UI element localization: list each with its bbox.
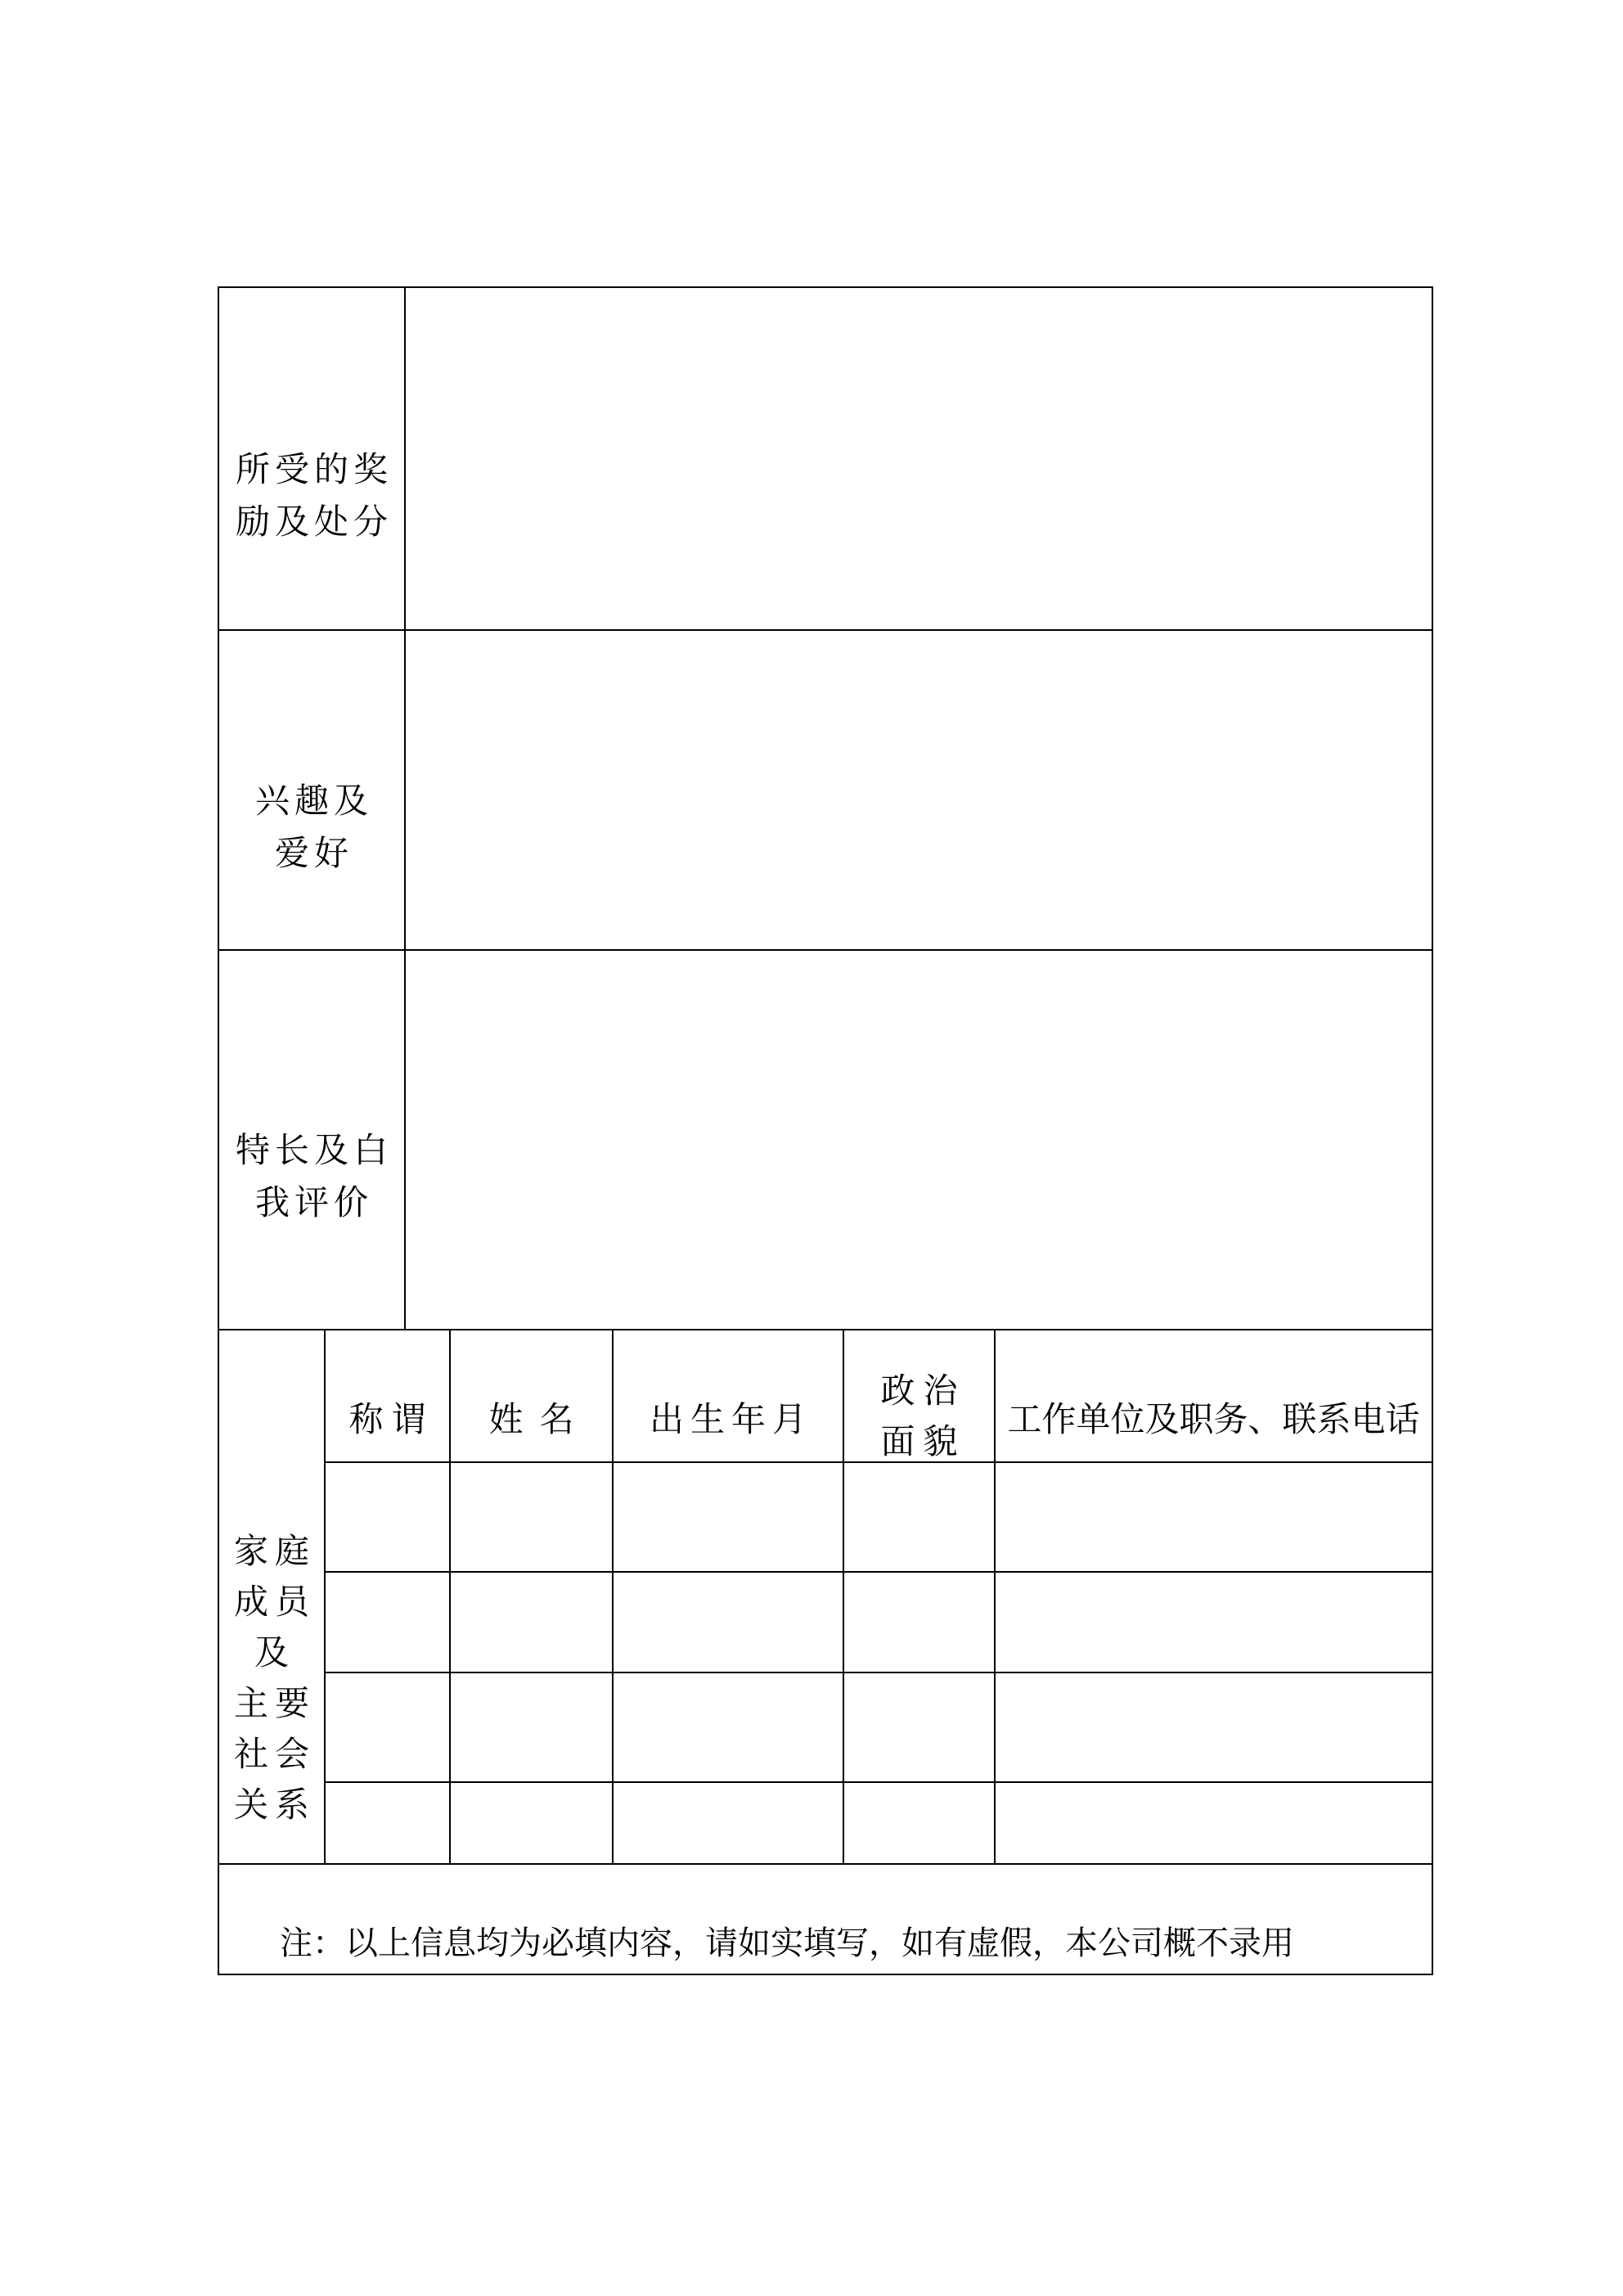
row2-name-cell [451, 1573, 614, 1672]
family-header-row [326, 1330, 1432, 1463]
row4-relation-cell [326, 1783, 451, 1863]
row4-birth-cell [614, 1783, 844, 1863]
strengths-label-line1: 特长及白 [235, 1132, 393, 1170]
family-label-line3: 及 [254, 1634, 295, 1672]
family-label-line4: 主要 [233, 1685, 316, 1723]
row1-relation-cell [326, 1463, 451, 1571]
header-relation [326, 1330, 451, 1461]
header-name-label: 姓名 [488, 1402, 591, 1439]
interests-label-line1: 兴趣及 [254, 782, 373, 821]
section-interests [219, 631, 1432, 951]
note-text: 注：以上信息均为必填内容，请如实填写，如有虚假，本公司概不录用 [280, 1925, 1294, 1961]
section-awards [219, 288, 1432, 631]
row2-relation-cell [326, 1573, 451, 1672]
note-row [219, 1865, 1432, 1974]
row4-work-cell [996, 1783, 1432, 1863]
family-table [326, 1330, 1432, 1863]
family-label-line1: 家庭 [233, 1533, 316, 1571]
family-row-1 [326, 1463, 1432, 1573]
family-row-3 [326, 1673, 1432, 1783]
row1-political-cell [844, 1463, 996, 1571]
family-row-4 [326, 1783, 1432, 1863]
row3-relation-cell [326, 1673, 451, 1781]
header-work-label: 工作单位及职务、联系电话 [1007, 1402, 1420, 1439]
awards-label-line1: 所受的奖 [235, 451, 393, 489]
row4-name-cell [451, 1783, 614, 1863]
strengths-content-cell [406, 951, 1432, 1329]
header-name [451, 1330, 614, 1461]
row3-political-cell [844, 1673, 996, 1781]
row1-birth-cell [614, 1463, 844, 1571]
application-form-table [218, 286, 1433, 1975]
header-relation-label: 称谓 [348, 1402, 434, 1439]
interests-label-line2: 爱好 [274, 835, 353, 873]
section-family [219, 1330, 1432, 1865]
section-strengths [219, 951, 1432, 1330]
row1-name-cell [451, 1463, 614, 1571]
row2-work-cell [996, 1573, 1432, 1672]
family-row-2 [326, 1573, 1432, 1673]
row2-political-cell [844, 1573, 996, 1672]
family-label-line2: 成员 [233, 1583, 316, 1622]
header-birth-label: 出生年月 [649, 1402, 813, 1439]
interests-content-cell [406, 631, 1432, 949]
header-political [844, 1330, 996, 1461]
awards-label-line2: 励及处分 [235, 503, 393, 542]
header-work [996, 1330, 1432, 1461]
header-political-line2: 面貌 [880, 1424, 966, 1461]
header-political-line1: 政治 [880, 1373, 966, 1411]
strengths-label-line2: 我评价 [254, 1185, 373, 1222]
row1-work-cell [996, 1463, 1432, 1571]
row3-birth-cell [614, 1673, 844, 1781]
strengths-label-cell [219, 951, 406, 1329]
family-label-cell [219, 1330, 326, 1863]
row2-birth-cell [614, 1573, 844, 1672]
awards-content-cell [406, 288, 1432, 629]
awards-label-cell [219, 288, 406, 629]
row4-political-cell [844, 1783, 996, 1863]
interests-label-cell [219, 631, 406, 949]
family-label-line6: 关系 [233, 1786, 316, 1825]
row3-name-cell [451, 1673, 614, 1781]
header-birth [614, 1330, 844, 1461]
row3-work-cell [996, 1673, 1432, 1781]
family-label-line5: 社会 [233, 1736, 316, 1774]
